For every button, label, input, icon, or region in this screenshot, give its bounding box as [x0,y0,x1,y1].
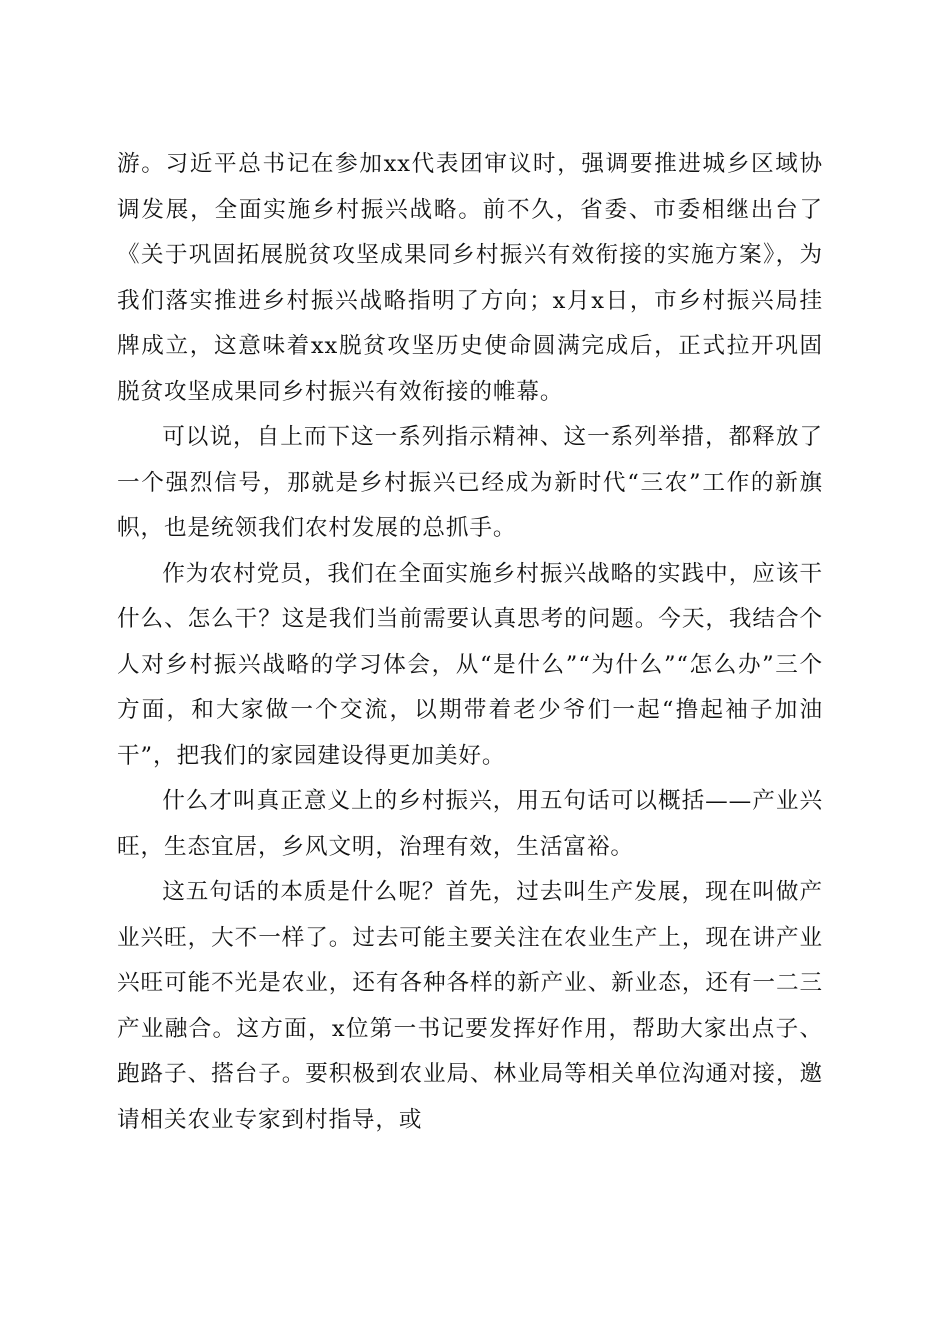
body-text [117,142,823,1143]
paragraph-five-sentences: 什么才叫真正意义上的乡村振兴，用五句话可以概括——产业兴旺，生态宜居，乡风文明，治理有效，生活富裕。 [117,788,823,860]
paragraph-party-member: 作为农村党员，我们在全面实施乡村振兴战略的实践中，应该干什么、怎么干？这是我们当前需要认真思考的问题。今天，我结合个人对乡村振兴战略的学习体会，从“是什么”“为什么”“怎么办”三个方面，和大家做一个交流，以期带着老少爷们一起“撸起袖子加油干”，把我们的家园建设得更加美好。 [117,560,823,769]
paragraph-continuation: 游。习近平总书记在参加xx代表团审议时，强调要推进城乡区域协调发展，全面实施乡村振兴战略。前不久，省委、市委相继出台了《关于巩固拓展脱贫攻坚成果同乡村振兴有效衔接的实施方案》，为我们落实推进乡村振兴战略指明了方向；x月x日，市乡村振兴局挂牌成立，这意味着xx脱贫攻坚历史使命圆满完成后，正式拉开巩固脱贫攻坚成果同乡村振兴有效衔接的帷幕。 [117,151,823,405]
paragraph-essence: 这五句话的本质是什么呢？首先，过去叫生产发展，现在叫做产业兴旺，大不一样了。过去可能主要关注在农业生产上，现在讲产业兴旺可能不光是农业，还有各种各样的新产业、新业态，还有一二三产业融合。这方面，x位第一书记要发挥好作用，帮助大家出点子、跑路子、搭台子。要积极到农业局、林业局等相关单位沟通对接，邀请相关农业专家到村指导，或 [117,879,823,1133]
paragraph-signal: 可以说，自上而下这一系列指示精神、这一系列举措，都释放了一个强烈信号，那就是乡村振兴已经成为新时代“三农”工作的新旗帜，也是统领我们农村发展的总抓手。 [117,424,823,541]
